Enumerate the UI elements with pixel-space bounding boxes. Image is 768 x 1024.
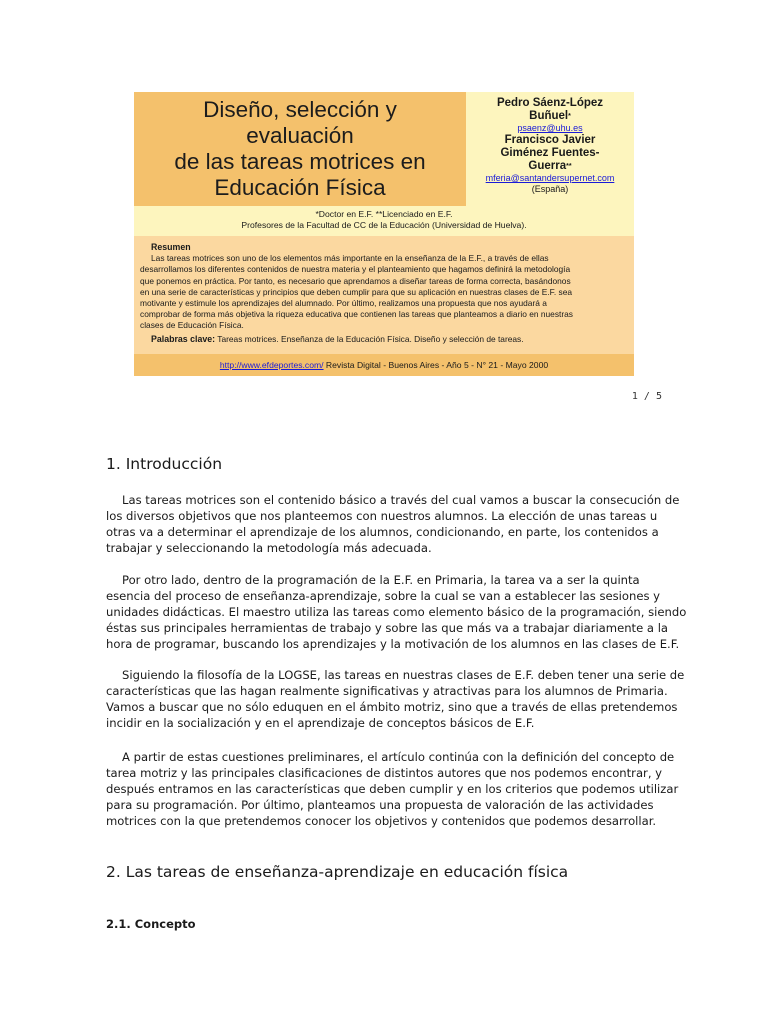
abstract-heading: Resumen xyxy=(151,242,191,252)
keywords-text: Tareas motrices. Enseñanza de la Educación Física. Diseño y selección de tareas. xyxy=(217,333,524,344)
paragraph xyxy=(106,749,679,829)
text-line: después entramos en las características que deben cumplir y en los criterios que podemos utilizar xyxy=(106,782,679,796)
text-line: unidades didácticas. El maestro utiliza las tareas como elemento básico de la programación, siendo xyxy=(106,605,687,619)
subsection-heading: 2.1. Concepto xyxy=(106,917,196,931)
text-line: Por otro lado, dentro de la programación de la E.F. en Primaria, la tarea va a ser la quinta xyxy=(122,573,640,587)
text-line: otras va a determinar el aprendizaje de los alumnos, condicionando, en parte, los contenidos a xyxy=(106,525,659,539)
article-title xyxy=(134,92,466,206)
author-email-link[interactable]: mferia@santandersupernet.com xyxy=(485,173,615,183)
affiliation xyxy=(134,206,634,236)
page-number: 1 / 5 xyxy=(631,391,662,402)
title-line: de las tareas motrices en xyxy=(174,149,426,174)
abstract-line: Las tareas motrices son uno de los elementos más importante en la enseñanza de la E.F., a través de ellas xyxy=(151,253,549,264)
abstract-block xyxy=(134,236,634,354)
article-header xyxy=(134,92,634,376)
section-heading: 2. Las tareas de enseñanza-aprendizaje en educación física xyxy=(106,863,569,881)
text-line: Vamos a buscar que no sólo eduquen en el ámbito motriz, sino que a través de ellas pretendemos xyxy=(106,700,678,714)
abstract-line: clases de Educación Física. xyxy=(140,320,244,331)
author-country: (España) xyxy=(531,184,569,194)
author-email-link[interactable]: psaenz@uhu.es xyxy=(517,123,583,133)
author-name: Buñuel* xyxy=(529,110,571,122)
text-line: A partir de estas cuestiones preliminares, el artículo continúa con la definición del concepto de xyxy=(122,750,675,764)
author-name: Pedro Sáenz-López xyxy=(496,97,604,109)
paragraph xyxy=(106,667,685,731)
abstract-line: que ponemos en práctica. Por tanto, es necesario que aprendamos a diseñar tareas de forma correcta, basándonos xyxy=(140,275,571,286)
author-mark: ** xyxy=(566,163,572,170)
text-line: Las tareas motrices son el contenido básico a través del cual vamos a buscar la consecución de xyxy=(122,493,680,507)
text-line: motrices con la que pretendemos conocer los objetivos y contenidos que podemos desarrollar. xyxy=(106,814,657,828)
author-mark: * xyxy=(568,113,571,120)
journal-footer xyxy=(134,354,634,376)
keywords xyxy=(140,334,628,345)
affiliation-line: *Doctor en E.F. **Licenciado en E.F. xyxy=(315,209,453,219)
abstract-line: desarrollamos los diferentes contenidos de nuestra materia y el planteamiento que hagamos definirá la metodología xyxy=(140,264,571,275)
journal-link[interactable]: http://www.efdeportes.com/ xyxy=(219,360,324,370)
text-line: éstas sus principales herramientas de trabajo y sobre las que más va a trabajar diariamente a la xyxy=(106,621,669,635)
journal-info: Revista Digital - Buenos Aires - Año 5 - N° 21 - Mayo 2000 xyxy=(323,360,549,370)
keywords-label: Palabras clave: xyxy=(151,333,216,344)
section-heading: 1. Introducción xyxy=(106,455,223,473)
author-name: Guerra** xyxy=(528,160,572,172)
text-line: Siguiendo la filosofía de la LOGSE, las tareas en nuestras clases de E.F. deben tener una serie de xyxy=(122,668,685,682)
author-name: Francisco Javier xyxy=(504,134,596,146)
title-line: Educación Física xyxy=(214,175,386,200)
affiliation-line: Profesores de la Facultad de CC de la Educación (Universidad de Huelva). xyxy=(241,220,527,230)
abstract-line: comprobar de forma más objetiva la riqueza educativa que contienen las tareas que planteamos a diario en nuestras xyxy=(140,309,573,320)
text-line: para su programación. Por último, planteamos una propuesta de valoración de las actividades xyxy=(106,798,654,812)
abstract-line: en una serie de características y principios que deben cumplir para que su aplicación en nuestras clases de E.F. sea xyxy=(140,286,573,297)
title-line: Diseño, selección y xyxy=(203,97,397,122)
text-line: hora de programar, buscando los aprendizajes y la motivación de los alumnos en las clases de E.F. xyxy=(106,637,680,651)
text-line: trabajar y seleccionando la metodología más adecuada. xyxy=(106,541,432,555)
authors-block xyxy=(466,92,634,206)
paragraph xyxy=(106,492,680,556)
text-line: esencia del proceso de enseñanza-aprendizaje, sobre la cual se van a establecer las sesiones y xyxy=(106,589,661,603)
author-name: Giménez Fuentes- xyxy=(500,147,600,159)
title-line: evaluación xyxy=(246,123,354,148)
text-line: características que las hagan realmente significativas y atractivas para los alumnos de Primaria. xyxy=(106,684,668,698)
text-line: los diversos objetivos que nos planteemos con nuestros alumnos. La elección de unas tareas u xyxy=(106,509,658,523)
abstract-line: motivante y estimule los aprendizajes del alumnado. Por último, realizamos una propuesta que nos ayudará a xyxy=(140,298,547,309)
text-line: incidir en la socialización y en el aprendizaje de conceptos básicos de E.F. xyxy=(106,716,535,730)
paragraph xyxy=(106,572,687,652)
text-line: tarea motriz y las principales clasificaciones de distintos autores que nos podemos encontrar, y xyxy=(106,766,663,780)
